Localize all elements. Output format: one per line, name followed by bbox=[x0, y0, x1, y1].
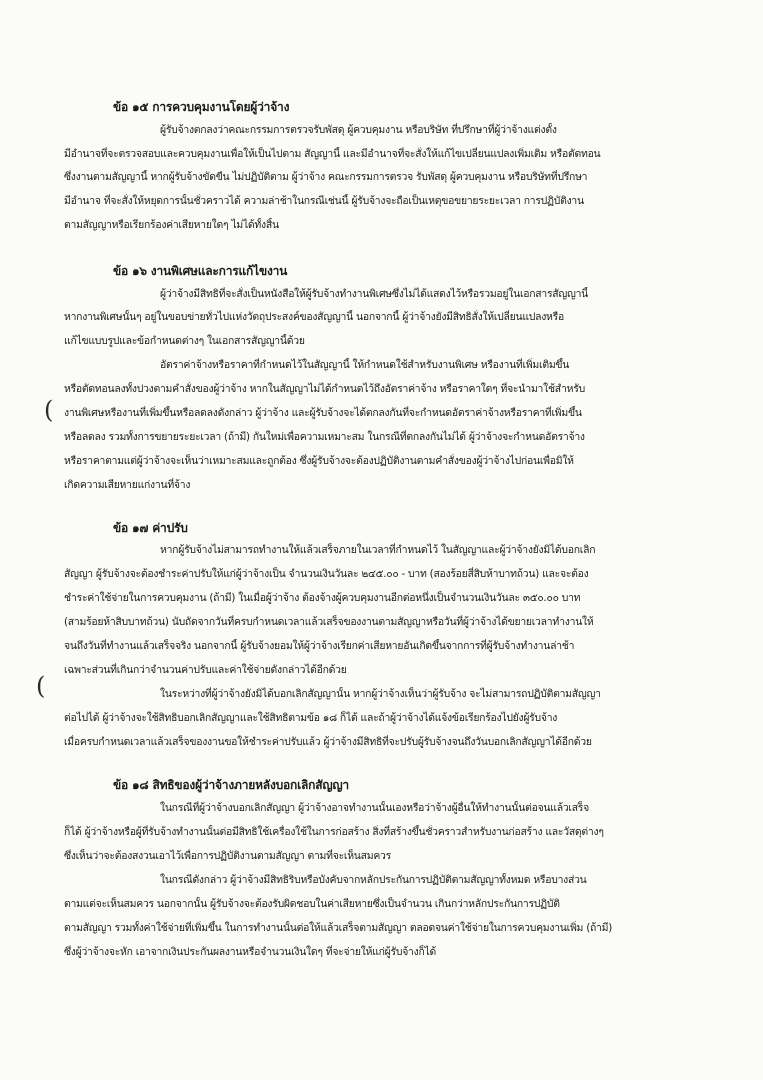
clause-16-line: หากงานพิเศษนั้นๆ อยู่ในขอบข่ายทั่วไปแห่งวัตถุประสงค์ของสัญญานี้ นอกจากนี้ ผู้ว่าจ้างยังมีสิทธิสั่งให้เปลี่ยนแปลงหรือ bbox=[64, 311, 564, 323]
clause-18-line: ซึ่งผู้ว่าจ้างจะหัก เอาจากเงินประกันผลงานหรือจำนวนเงินใดๆ ที่จะจ่ายให้แก่ผู้รับจ้างก็ได้ bbox=[64, 946, 436, 958]
clause-18-line: ซึ่งเห็นว่าจะต้องสงวนเอาไว้เพื่อการปฏิบัติงานตามสัญญา ตามที่จะเห็นสมควร bbox=[64, 850, 391, 862]
clause-16-line: งานพิเศษหรืองานที่เพิ่มขึ้นหรือลดลงดังกล่าว ผู้ว่าจ้าง และผู้รับจ้างจะได้ตกลงกันที่จะกำหนดอัตราค่าจ้างหรือราคาที่เพิ่มขึ้น bbox=[64, 407, 582, 419]
clause-16-line: เกิดความเสียหายแก่งานที่จ้าง bbox=[64, 479, 191, 491]
clause-15-heading: ข้อ ๑๕ การควบคุมงานโดยผู้ว่าจ้าง bbox=[113, 100, 290, 114]
clause-16-line: หรือราคาตามแต่ผู้ว่าจ้างจะเห็นว่าเหมาะสมและถูกต้อง ซึ่งผู้รับจ้างจะต้องปฏิบัติงานตามคำสั่งของผู้ว่าจ้างไปก่อนเพื่อมิให้ bbox=[64, 455, 574, 467]
clause-16-line: แก้ไขแบบรูปและข้อกำหนดต่างๆ ในเอกสารสัญญานี้ด้วย bbox=[64, 335, 305, 347]
clause-18-line: ตามสัญญา รวมทั้งค่าใช้จ่ายที่เพิ่มขึ้น ในการทำงานนั้นต่อให้แล้วเสร็จตามสัญญา ตลอดจนค่าใช้จ่ายในการควบคุมงานเพิ่ม (ถ้ามี) bbox=[64, 922, 613, 934]
clause-17-heading: ข้อ ๑๗ ค่าปรับ bbox=[113, 521, 188, 535]
clause-17-line: ต่อไปได้ ผู้ว่าจ้างจะใช้สิทธิบอกเลิกสัญญาและใช้สิทธิตามข้อ ๑๘ ก็ได้ และถ้าผู้ว่าจ้างได้แจ้งข้อเรียกร้องไปยังผู้รับจ้าง bbox=[64, 712, 558, 724]
clause-15-line: ผู้รับจ้างตกลงว่าคณะกรรมการตรวจรับพัสดุ ผู้ควบคุมงาน หรือบริษัท ที่ปรึกษาที่ผู้ว่าจ้างแต่งตั้ง bbox=[160, 124, 557, 136]
clause-18-line: ก็ได้ ผู้ว่าจ้างหรือผู้ที่รับจ้างทำงานนั้นต่อมีสิทธิใช้เครื่องใช้ในการก่อสร้าง สิ่งที่สร้างขึ้นชั่วคราวสำหรับงานก่อสร้าง และวัสดุต่างๆ bbox=[64, 826, 604, 838]
clause-17-line: (สามร้อยห้าสิบบาทถ้วน) นับถัดจากวันที่ครบกำหนดเวลาแล้วเสร็จของงานตามสัญญาหรือวันที่ผู้ว่าจ้างได้ขยายเวลาทำงานให้ bbox=[64, 616, 594, 628]
margin-bracket-mark: ( bbox=[44, 396, 54, 424]
clause-17-line: ในระหว่างที่ผู้ว่าจ้างยังมิได้บอกเลิกสัญญานั้น หากผู้ว่าจ้างเห็นว่าผู้รับจ้าง จะไม่สามารถปฏิบัติตามสัญญา bbox=[160, 688, 601, 700]
clause-15-line: ซึ่งงานตามสัญญานี้ หากผู้รับจ้างขัดขืน ไม่ปฏิบัติตาม ผู้ว่าจ้าง คณะกรรมการตรวจ รับพัสดุ ผู้ควบคุมงาน หรือบริษัทที่ปรึกษา bbox=[64, 171, 588, 183]
clause-15-line: มีอำนาจที่จะตรวจสอบและควบคุมงานเพื่อให้เป็นไปตาม สัญญานี้ และมีอำนาจที่จะสั่งให้แก้ไขเปลี่ยนแปลงเพิ่มเติม หรือตัดทอน bbox=[64, 148, 601, 160]
clause-16-line: หรือตัดทอนลงทั้งปวงตามคำสั่งของผู้ว่าจ้าง หากในสัญญาไม่ได้กำหนดไว้ถึงอัตราค่าจ้าง หรือราคาใดๆ ที่จะนำมาใช้สำหรับ bbox=[64, 383, 585, 395]
clause-18-heading: ข้อ ๑๘ สิทธิของผู้ว่าจ้างภายหลังบอกเลิกสัญญา bbox=[113, 778, 349, 792]
clause-18-line: ตามแต่จะเห็นสมควร นอกจากนั้น ผู้รับจ้างจะต้องรับผิดชอบในค่าเสียหายซึ่งเป็นจำนวน เกินกว่าหลักประกันการปฏิบัติ bbox=[64, 898, 560, 910]
clause-17-line: สัญญา ผู้รับจ้างจะต้องชำระค่าปรับให้แก่ผู้ว่าจ้างเป็น จำนวนเงินวันละ ๒๔๕.๐๐ - บาท (สองร้อยสี่สิบห้าบาทถ้วน) และจะต้อง bbox=[64, 568, 589, 580]
clause-18-line: ในกรณีที่ผู้ว่าจ้างบอกเลิกสัญญา ผู้ว่าจ้างอาจทำงานนั้นเองหรือว่าจ้างผู้อื่นให้ทำงานนั้นต่อจนแล้วเสร็จ bbox=[160, 802, 589, 814]
clause-17-line: จนถึงวันที่ทำงานแล้วเสร็จจริง นอกจากนี้ ผู้รับจ้างยอมให้ผู้ว่าจ้างเรียกค่าเสียหายอันเกิดขึ้นจากการที่ผู้รับจ้างทำงานล่าช้า bbox=[64, 640, 575, 652]
clause-18-line: ในกรณีดังกล่าว ผู้ว่าจ้างมีสิทธิริบหรือบังคับจากหลักประกันการปฏิบัติตามสัญญาทั้งหมด หรือบางส่วน bbox=[160, 874, 587, 886]
clause-16-line: หรือลดลง รวมทั้งการขยายระยะเวลา (ถ้ามี) กันใหม่เพื่อความเหมาะสม ในกรณีที่ตกลงกันไม่ได้ ผู้ว่าจ้างจะกำหนดอัตราจ้าง bbox=[64, 431, 585, 443]
clause-17-line: ชำระค่าใช้จ่ายในการควบคุมงาน (ถ้ามี) ในเมื่อผู้ว่าจ้าง ต้องจ้างผู้ควบคุมงานอีกต่อหนึ่งเป็นจำนวนเงินวันละ ๓๕๐.๐๐ บาท bbox=[64, 592, 581, 604]
clause-15-line: มีอำนาจ ที่จะสั่งให้หยุดการนั้นชั่วคราวได้ ความล่าช้าในกรณีเช่นนี้ ผู้รับจ้างจะถือเป็นเหตุขอขยายระยะเวลา การปฏิบัติงาน bbox=[64, 195, 584, 207]
clause-17-line: หากผู้รับจ้างไม่สามารถทำงานให้แล้วเสร็จภายในเวลาที่กำหนดไว้ ในสัญญาและผู้ว่าจ้างยังมิได้บอกเลิก bbox=[160, 544, 596, 556]
clause-16-line: อัตราค่าจ้างหรือราคาที่กำหนดไว้ในสัญญานี้ ให้กำหนดใช้สำหรับงานพิเศษ หรืองานที่เพิ่มเติมขึ้น bbox=[160, 359, 570, 371]
clause-16-heading: ข้อ ๑๖ งานพิเศษและการแก้ไขงาน bbox=[113, 264, 288, 278]
clause-17-line: เฉพาะส่วนที่เกินกว่าจำนวนค่าปรับและค่าใช้จ่ายดังกล่าวได้อีกด้วย bbox=[64, 664, 347, 676]
clause-16-line: ผู้ว่าจ้างมีสิทธิที่จะสั่งเป็นหนังสือให้ผู้รับจ้างทำงานพิเศษซึ่งไม่ได้แสดงไว้หรือรวมอยู่ในเอกสารสัญญานี้ bbox=[160, 288, 589, 300]
margin-bracket-mark: ( bbox=[36, 672, 46, 700]
clause-15-line: ตามสัญญาหรือเรียกร้องค่าเสียหายใดๆ ไม่ได้ทั้งสิ้น bbox=[64, 219, 279, 231]
clause-17-line: เมื่อครบกำหนดเวลาแล้วเสร็จของงานขอให้ชำระค่าปรับแล้ว ผู้ว่าจ้างมีสิทธิที่จะปรับผู้รับจ้างจนถึงวันบอกเลิกสัญญาได้อีกด้วย bbox=[64, 736, 592, 748]
